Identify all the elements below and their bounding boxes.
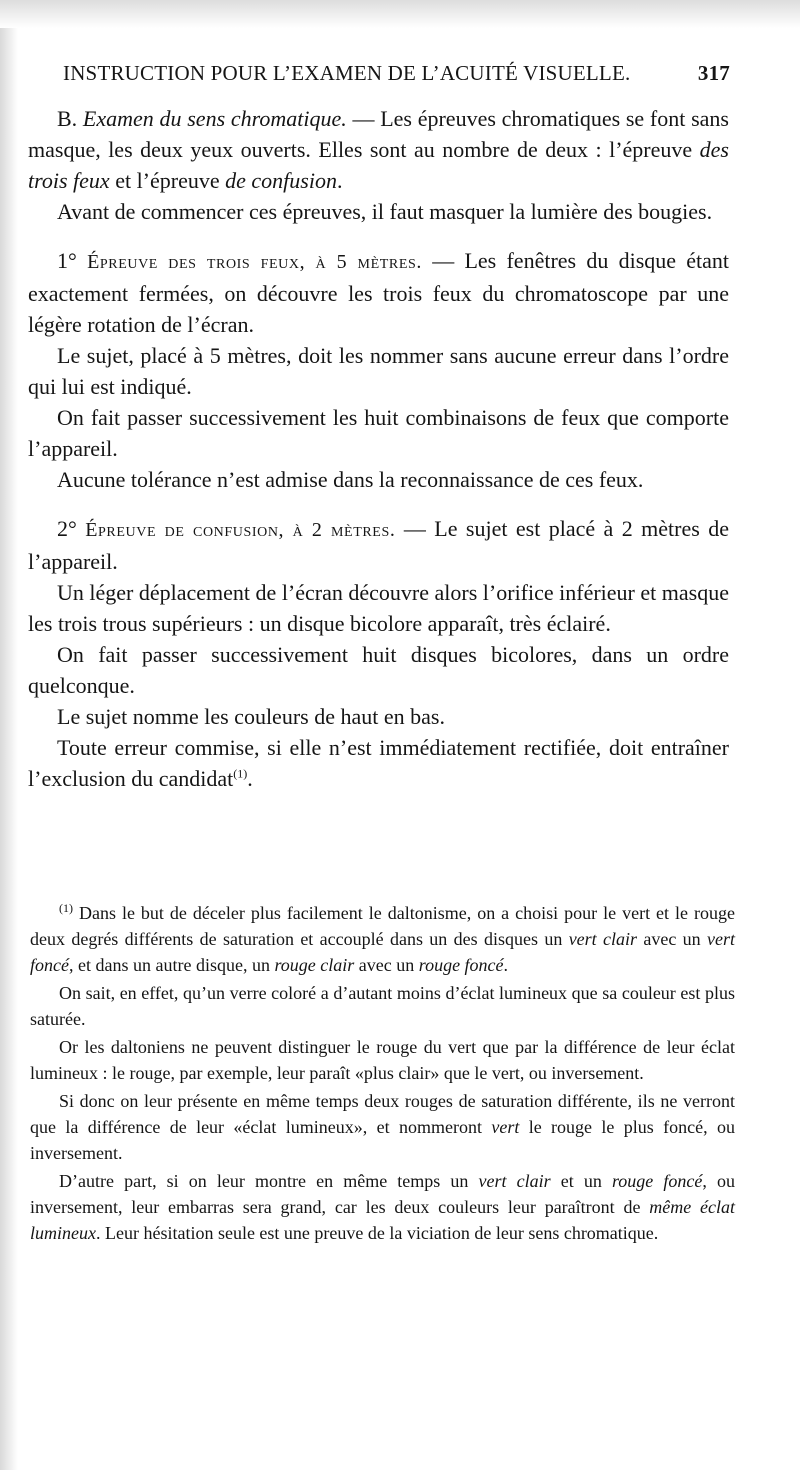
- epreuve-1-paragraph-1: Le sujet, placé à 5 mètres, doit les nommer sans aucune erreur dans l’ordre qui lui est indiqué.: [28, 343, 729, 399]
- running-title: INSTRUCTION POUR L’EXAMEN DE L’ACUITÉ VISUELLE.: [63, 61, 631, 85]
- footnote-4-b: le rouge le plus foncé, ou inversement.: [30, 1117, 735, 1163]
- meme-eclat-text: même éclat lumineux: [30, 1197, 735, 1243]
- footnote-5-a: D’autre part, si on leur montre en même temps un: [59, 1171, 479, 1191]
- footnote-marker: (1): [59, 901, 73, 915]
- footnotes: [30, 900, 735, 1246]
- p5-rouge-fonce-text: rouge foncé: [611, 1171, 703, 1191]
- vert-text: vert: [491, 1117, 520, 1137]
- epreuve-2-last-end: .: [247, 766, 253, 791]
- epreuve-2-paragraph-2: On fait passer successivement huit disques bicolores, dans un ordre quelconque.: [28, 642, 729, 698]
- vert-fonce-text: vert foncé: [30, 929, 736, 975]
- avant-paragraph: Avant de commencer ces épreuves, il faut masquer la lumière des bougies.: [57, 199, 713, 224]
- section-b-between: et l’épreuve: [109, 168, 226, 193]
- main-text: [28, 103, 729, 794]
- scan-shadow-left: [0, 0, 18, 1470]
- footnote-paragraph-1: [30, 900, 735, 978]
- epreuve-1-paragraph-2: On fait passer successivement les huit combinaisons de feux que comporte l’appareil.: [28, 405, 729, 461]
- section-b-intro: — Les épreuves chromatiques se font sans masque, les deux yeux ouverts. Elles sont au nombre de deux : l’épreuve: [28, 106, 729, 162]
- footnote-1-e: .: [503, 955, 509, 975]
- epreuve-2-last-paragraph: [28, 732, 729, 794]
- epreuve-1-paragraph-3: Aucune tolérance n’est admise dans la reconnaissance de ces feux.: [57, 467, 644, 492]
- scan-shadow-top: [0, 0, 800, 28]
- footnote-5-d: . Leur hésitation seule est une preuve de la viciation de leur sens chromatique.: [95, 1223, 659, 1243]
- footnote-5-c: , ou inversement, leur embarras sera grand, car les deux couleurs leur paraîtront de: [30, 1171, 735, 1217]
- confusion-phrase: de confusion: [225, 168, 337, 193]
- epreuve-2-heading: Épreuve de confusion, à 2 mètres.: [85, 519, 396, 541]
- footnote-paragraph-3: Or les daltoniens ne peuvent distinguer le rouge du vert que par la différence de leur éclat lumineux : le rouge, par exemple, leur paraît «plus clair» que le vert, ou inversement.: [30, 1037, 735, 1083]
- epreuve-2-text: — Le sujet est placé à 2 mètres de l’appareil.: [28, 516, 729, 574]
- rouge-fonce-text: rouge foncé: [418, 955, 504, 975]
- rouge-clair-text: rouge clair: [274, 955, 355, 975]
- footnote-1-b: avec un: [637, 929, 708, 949]
- epreuve-1-heading: Épreuve des trois feux, à 5 mètres.: [87, 251, 422, 273]
- footnote-1-d: avec un: [354, 955, 419, 975]
- p5-vert-clair-text: vert clair: [478, 1171, 551, 1191]
- epreuve-2-paragraph-3: Le sujet nomme les couleurs de haut en bas.: [57, 704, 445, 729]
- section-b-label: B.: [57, 106, 78, 131]
- footnote-paragraph-2: On sait, en effet, qu’un verre coloré a d’autant moins d’éclat lumineux que sa couleur est plus saturée.: [30, 983, 735, 1029]
- footnote-1-c: , et dans un autre disque, un: [68, 955, 275, 975]
- footnote-5-b: et un: [550, 1171, 612, 1191]
- section-b-paragraph: [28, 103, 729, 196]
- epreuve-1-text: — Les fenêtres du disque étant exactement fermées, on découvre les trois feux du chromatoscope par une légère rotation de l’écran.: [28, 248, 730, 337]
- trois-feux-phrase: des trois feux: [28, 137, 729, 193]
- epreuve-1-heading-paragraph: [28, 245, 729, 340]
- epreuve-2-last-text: Toute erreur commise, si elle n’est immédiatement rectifiée, doit entraîner l’exclusion du candidat: [28, 735, 729, 791]
- epreuve-1-number: 1°: [57, 248, 77, 273]
- footnote-4-a: Si donc on leur présente en même temps deux rouges de saturation différente, ils ne verront que la différence de leur «éclat lumineux», et nommeront: [30, 1091, 735, 1137]
- epreuve-2-number: 2°: [57, 516, 77, 541]
- page-number: 317: [697, 61, 730, 85]
- footnote-paragraph-4: [30, 1088, 735, 1166]
- running-header: [63, 61, 730, 93]
- epreuve-2-heading-paragraph: [28, 513, 729, 577]
- footnote-reference: (1): [233, 766, 248, 781]
- vert-clair-text: vert clair: [568, 929, 638, 949]
- epreuve-2-paragraph-1: Un léger déplacement de l’écran découvre alors l’orifice inférieur et masque les trois trous supérieurs : un disque bicolore apparaît, très éclairé.: [28, 580, 729, 636]
- section-b-title: Examen du sens chromatique.: [82, 106, 347, 131]
- footnote-paragraph-5: [30, 1168, 735, 1246]
- section-b-end: .: [336, 168, 343, 193]
- footnote-1-a: Dans le but de déceler plus facilement le daltonisme, on a choisi pour le vert et le rouge deux degrés différents de saturation et accouplé dans un des disques un: [30, 903, 735, 949]
